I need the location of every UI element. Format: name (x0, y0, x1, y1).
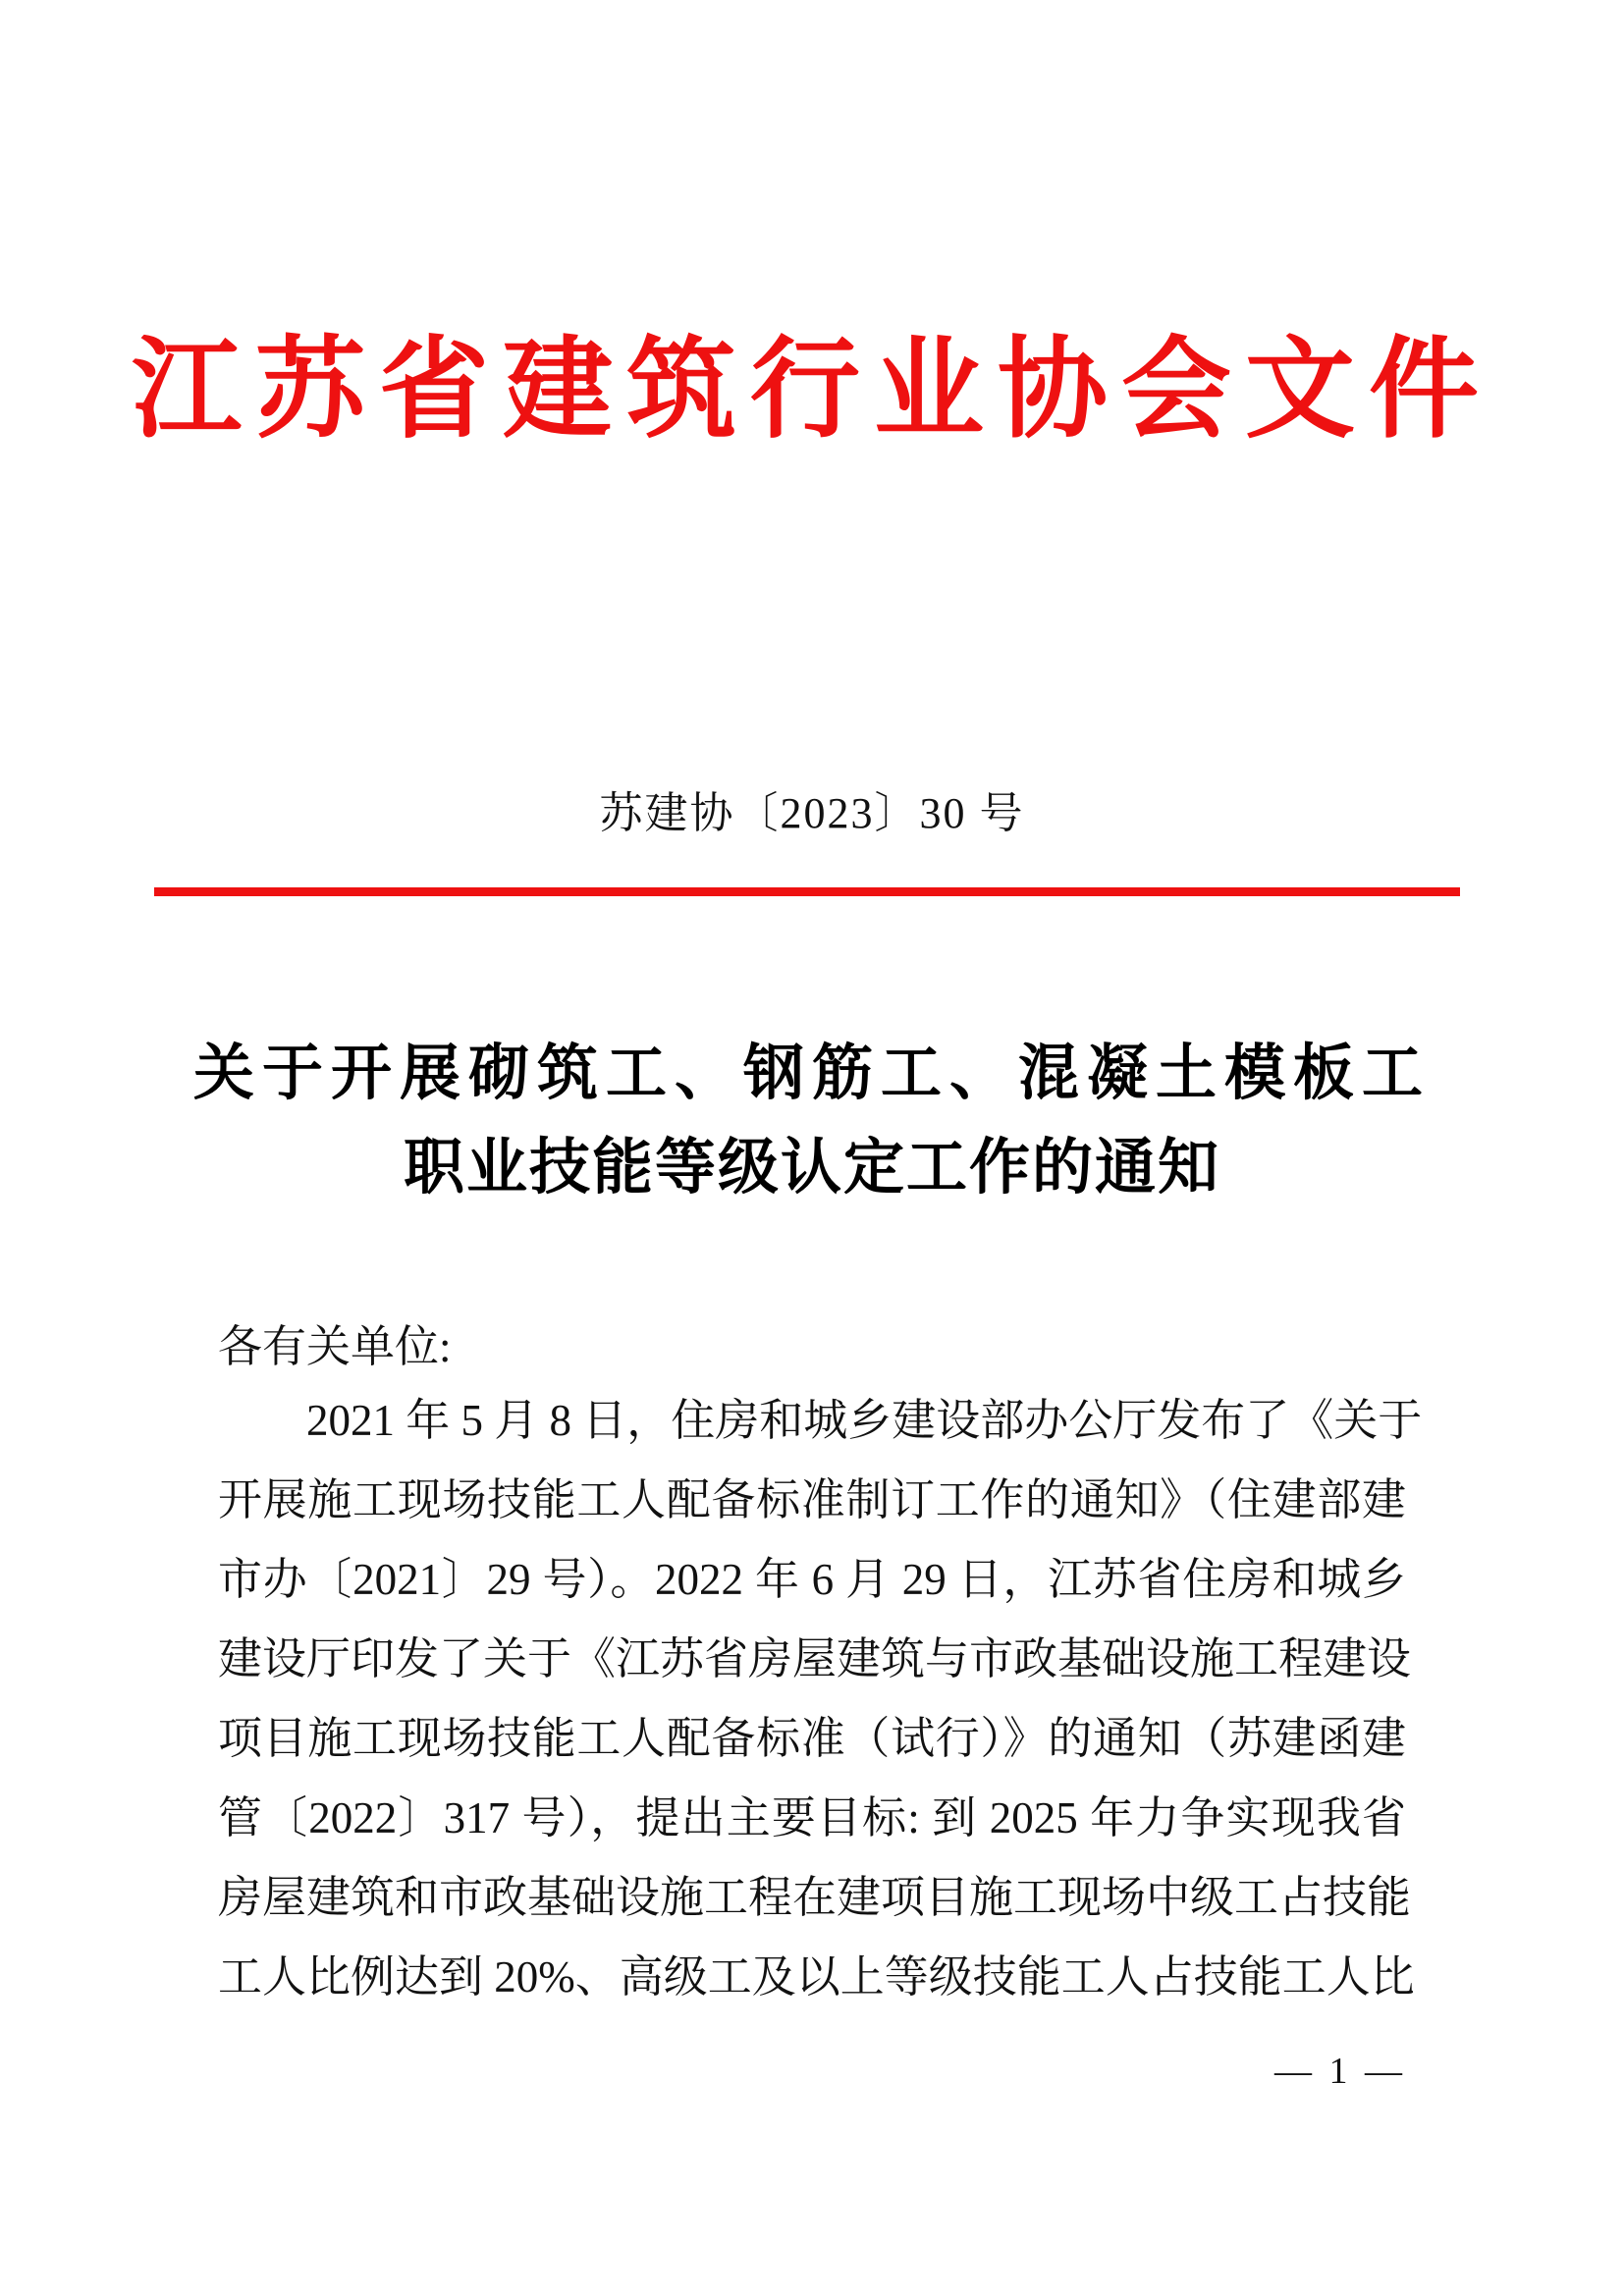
body-line: 建设厅印发了关于《江苏省房屋建筑与市政基础设施工程建设 (218, 1634, 1412, 1683)
document-number: 苏建协〔2023〕30 号 (599, 789, 1025, 837)
body-line: 市办〔2021〕29 号）。2022 年 6 月 29 日，江苏省住房和城乡 (218, 1555, 1406, 1604)
body-text (218, 1381, 1423, 2017)
salutation: 各有关单位: (218, 1322, 452, 1371)
red-header-org-title: 江苏省建筑行业协会文件 (132, 330, 1492, 452)
body-line: 2021 年 5 月 8 日，住房和城乡建设部办公厅发布了《关于 (306, 1396, 1423, 1445)
body-line: 开展施工现场技能工人配备标准制订工作的通知》（住建部建 (218, 1475, 1406, 1524)
red-divider-line (154, 887, 1460, 896)
body-line: 管〔2022〕317 号），提出主要目标: 到 2025 年力争实现我省 (218, 1793, 1406, 1842)
document-title (0, 1027, 1624, 1215)
body-line: 项目施工现场技能工人配备标准（试行）》的通知（苏建函建 (218, 1714, 1406, 1763)
page-number: — 1 — (1274, 2051, 1406, 2092)
body-line: 工人比例达到 20%、高级工及以上等级技能工人占技能工人比 (218, 1952, 1415, 2002)
document-title-line2: 职业技能等级认定工作的通知 (403, 1135, 1220, 1201)
body-line: 房屋建筑和市政基础设施工程在建项目施工现场中级工占技能 (218, 1873, 1412, 1922)
document-title-line1: 关于开展砌筑工、钢筋工、混凝土模板工 (192, 1041, 1431, 1107)
